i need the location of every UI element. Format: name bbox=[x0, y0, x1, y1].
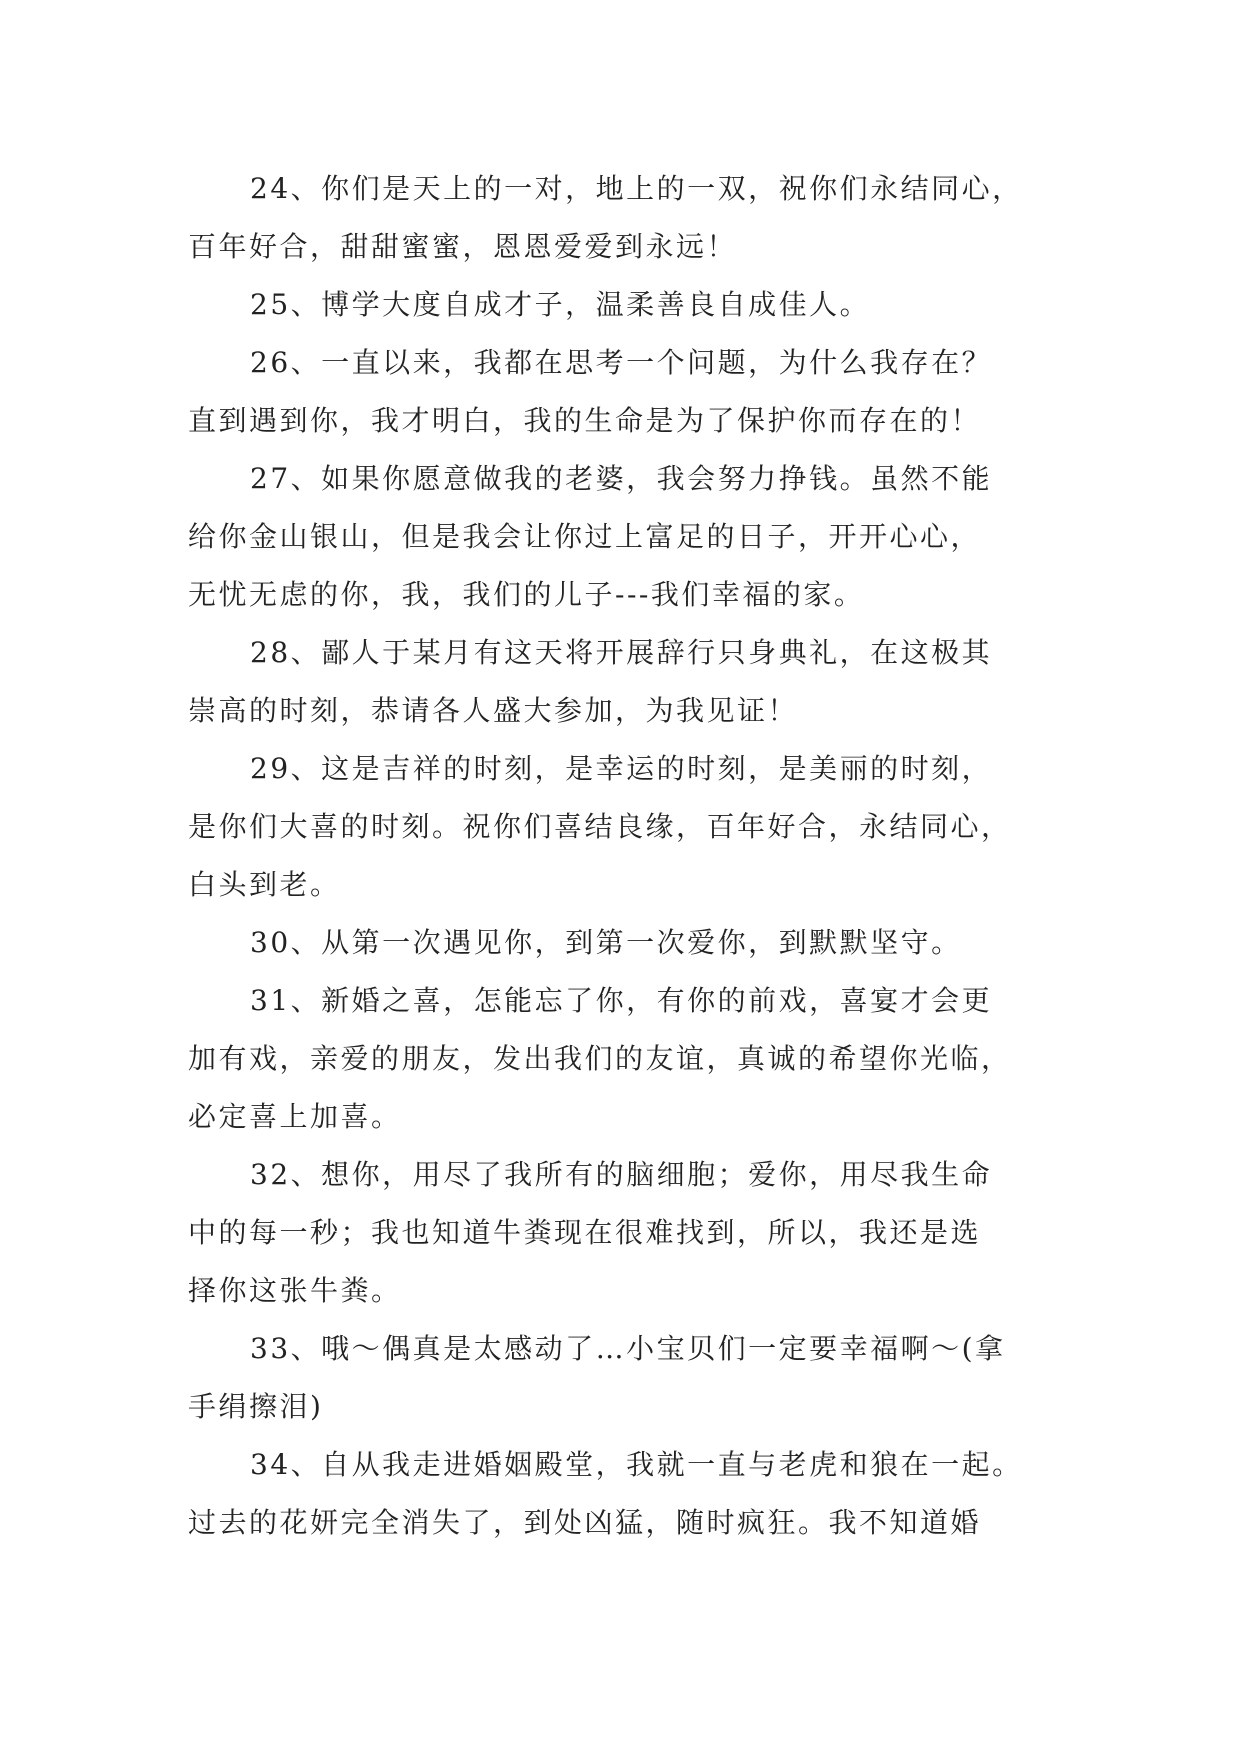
text-line: 中的每一秒；我也知道牛粪现在很难找到，所以，我还是选 bbox=[188, 1216, 982, 1249]
paragraph-30 bbox=[188, 914, 1058, 972]
text-line: 加有戏，亲爱的朋友，发出我们的友谊，真诚的希望你光临， bbox=[188, 1042, 1012, 1075]
document-body bbox=[188, 160, 1058, 1552]
text-line: 百年好合，甜甜蜜蜜，恩恩爱爱到永远！ bbox=[188, 230, 738, 263]
text-line: 无忧无虑的你，我，我们的儿子---我们幸福的家。 bbox=[188, 578, 865, 611]
text-line: 择你这张牛粪。 bbox=[188, 1274, 402, 1307]
text-line: 30、从第一次遇见你，到第一次爱你，到默默坚守。 bbox=[250, 926, 962, 959]
text-line: 33、哦～偶真是太感动了…小宝贝们一定要幸福啊～(拿 bbox=[250, 1332, 1006, 1365]
text-line: 29、这是吉祥的时刻，是幸运的时刻，是美丽的时刻， bbox=[250, 752, 993, 785]
text-line: 34、自从我走进婚姻殿堂，我就一直与老虎和狼在一起。 bbox=[250, 1448, 1023, 1481]
paragraph-29 bbox=[188, 740, 1058, 914]
text-line: 24、你们是天上的一对，地上的一双，祝你们永结同心， bbox=[250, 172, 1023, 205]
text-line: 31、新婚之喜，怎能忘了你，有你的前戏，喜宴才会更 bbox=[250, 984, 993, 1017]
paragraph-27 bbox=[188, 450, 1058, 624]
paragraph-25 bbox=[188, 276, 1058, 334]
text-line: 白头到老。 bbox=[188, 868, 341, 901]
text-line: 28、鄙人于某月有这天将开展辞行只身典礼，在这极其 bbox=[250, 636, 993, 669]
paragraph-32 bbox=[188, 1146, 1058, 1320]
text-line: 必定喜上加喜。 bbox=[188, 1100, 402, 1133]
text-line: 32、想你，用尽了我所有的脑细胞；爱你，用尽我生命 bbox=[250, 1158, 993, 1191]
text-line: 崇高的时刻，恭请各人盛大参加，为我见证！ bbox=[188, 694, 799, 727]
text-line: 是你们大喜的时刻。祝你们喜结良缘，百年好合，永结同心， bbox=[188, 810, 1012, 843]
paragraph-33 bbox=[188, 1320, 1058, 1436]
paragraph-26 bbox=[188, 334, 1058, 450]
paragraph-28 bbox=[188, 624, 1058, 740]
paragraph-31 bbox=[188, 972, 1058, 1146]
text-line: 过去的花妍完全消失了，到处凶猛，随时疯狂。我不知道婚 bbox=[188, 1506, 982, 1539]
text-line: 直到遇到你，我才明白，我的生命是为了保护你而存在的！ bbox=[188, 404, 982, 437]
text-line: 26、一直以来，我都在思考一个问题，为什么我存在？ bbox=[250, 346, 993, 379]
paragraph-24 bbox=[188, 160, 1058, 276]
text-line: 25、博学大度自成才子，温柔善良自成佳人。 bbox=[250, 288, 871, 321]
text-line: 手绢擦泪) bbox=[188, 1390, 324, 1423]
paragraph-34 bbox=[188, 1436, 1058, 1552]
text-line: 给你金山银山，但是我会让你过上富足的日子，开开心心， bbox=[188, 520, 982, 553]
text-line: 27、如果你愿意做我的老婆，我会努力挣钱。虽然不能 bbox=[250, 462, 993, 495]
